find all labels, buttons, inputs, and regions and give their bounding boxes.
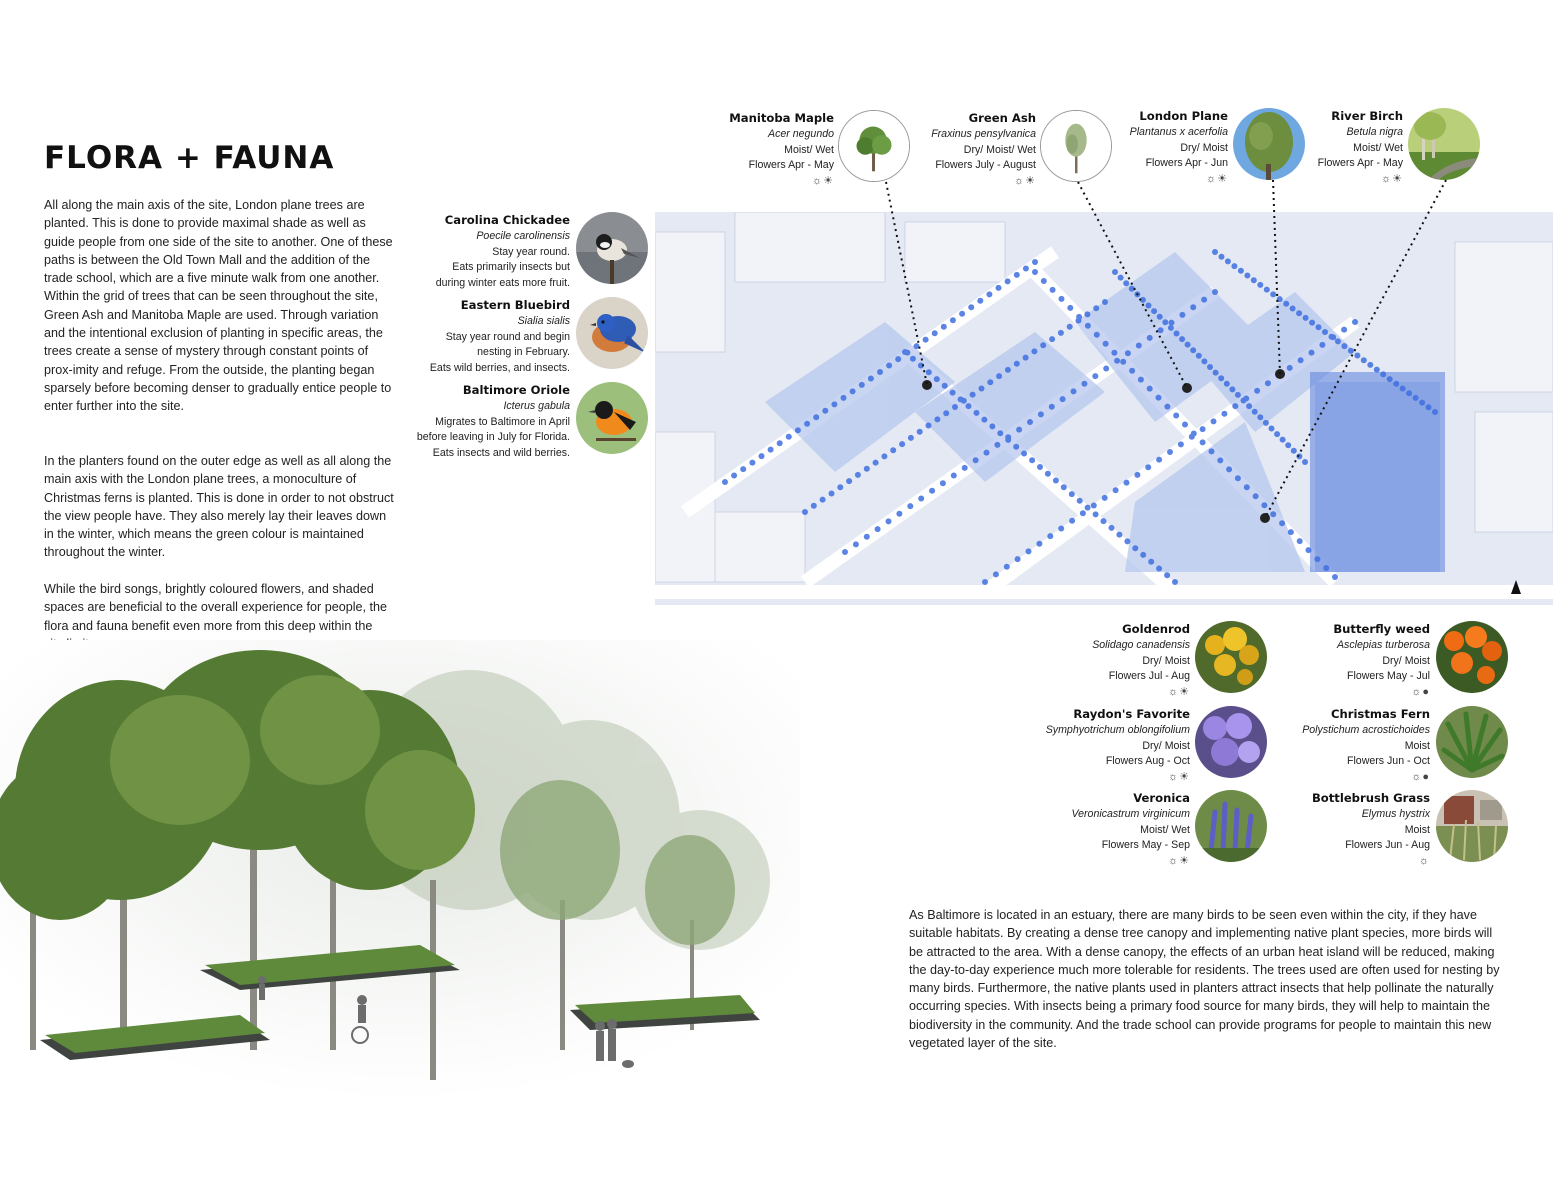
plant-moisture: Moist xyxy=(1404,739,1430,752)
bird-note: Eats primarily insects but xyxy=(452,261,570,274)
plant-scientific-name: Elymus hystrix xyxy=(1361,808,1430,820)
plant-moisture: Dry/ Moist xyxy=(1142,739,1190,752)
bird-note: Eats wild berries, and insects. xyxy=(429,361,570,374)
closing-paragraph: As Baltimore is located in an estuary, there are many birds to be seen even within the city, if they have suitable habitats. By creating a dense tree canopy and implementing native plant species, more birds will be attracted to the area. With a dense canopy, the effects of an urban heat island will be reduced, making the day-to-day experience much more tolerable for residents. The trees used are often used for nesting by many birds. Furthermore, the native plants used in planters attract insects that help pollinate the naturally occurring species. With insects being a primary food source for many birds, they will help to maintain the biodiversity in the community. And the trade school can provide programs for people to maintain this new vegetated layer of the site. xyxy=(909,908,1500,1051)
tree-entry-river-birch xyxy=(1270,108,1403,186)
sun-shade-icon: ☼☀ xyxy=(1168,854,1190,867)
plant-name: Raydon's Favorite xyxy=(1073,707,1190,721)
plant-flowering: Flowers May - Sep xyxy=(1101,839,1190,852)
tree-moisture: Dry/ Moist xyxy=(1180,141,1228,154)
bird-entry-chickadee xyxy=(380,212,570,291)
tree-entry-manitoba-maple xyxy=(700,110,834,188)
sun-shade-icon: ☼☀ xyxy=(1014,174,1036,187)
sun-shade-icon: ☼● xyxy=(1411,770,1430,783)
plant-scientific-name: Symphyotrichum oblongifolium xyxy=(1045,724,1190,736)
chickadee-photo xyxy=(576,212,648,284)
plant-entry-goldenrod xyxy=(1000,621,1190,699)
sun-shade-icon: ☼☀ xyxy=(812,174,834,187)
intro-paragraph-1: All along the main axis of the site, London plane trees are planted. This is done to provide maximal shade as well as guide people from one side of the site to another. One of these paths is between the Old Town Mall and the addition of the trade school, which are a five minute walk from one another. Within the grid of trees that can be seen throughout the site, Green Ash and Manitoba Maple are used. Through variation and the intentional exclusion of planting in specific areas, the trees create a sense of mystery through constant points of prox-imity and refuge. From the outside, the planting began sparsely before becoming denser to gradually entice people to enter further into the site. xyxy=(44,198,393,414)
bird-name: Baltimore Oriole xyxy=(462,383,570,397)
bluebird-photo xyxy=(576,297,648,369)
page-title: FLORA + FAUNA xyxy=(44,140,335,176)
tree-scientific-name: Fraxinus pensylvanica xyxy=(931,128,1036,140)
bird-scientific-name: Sialia sialis xyxy=(517,315,570,327)
plant-moisture: Moist xyxy=(1404,823,1430,836)
plant-moisture: Dry/ Moist xyxy=(1382,654,1430,667)
bird-name: Carolina Chickadee xyxy=(444,213,570,227)
plant-scientific-name: Solidago canadensis xyxy=(1092,639,1190,651)
plant-entry-butterfly-weed xyxy=(1240,621,1430,699)
tree-moisture: Moist/ Wet xyxy=(1353,141,1403,154)
bird-note: nesting in February. xyxy=(477,346,570,359)
tree-flowering: Flowers Apr - May xyxy=(748,159,834,172)
plant-scientific-name: Veronicastrum virginicum xyxy=(1071,808,1190,820)
bird-scientific-name: Icterus gabula xyxy=(503,400,570,412)
tree-name: Manitoba Maple xyxy=(729,111,834,125)
bird-note: during winter eats more fruit. xyxy=(435,276,570,289)
tree-entry-london-plane xyxy=(1090,108,1228,186)
plant-flowering: Flowers Aug - Oct xyxy=(1105,755,1190,768)
plant-name: Christmas Fern xyxy=(1330,707,1430,721)
plant-name: Veronica xyxy=(1133,791,1190,805)
plant-flowering: Flowers Jun - Oct xyxy=(1346,755,1430,768)
butterfly-weed-photo xyxy=(1436,621,1508,693)
plant-flowering: Flowers Jun - Aug xyxy=(1345,839,1430,852)
bird-note: Migrates to Baltimore in April xyxy=(435,415,570,428)
tree-flowering: Flowers Apr - May xyxy=(1317,157,1403,170)
bird-note: Eats insects and wild berries. xyxy=(432,446,570,459)
plant-scientific-name: Asclepias turberosa xyxy=(1336,639,1430,651)
bird-note: Stay year round and begin xyxy=(445,330,570,343)
plant-moisture: Moist/ Wet xyxy=(1140,823,1190,836)
tree-entry-green-ash xyxy=(900,110,1036,188)
sun-shade-icon: ☼● xyxy=(1411,685,1430,698)
tree-flowering: Flowers Apr - Jun xyxy=(1145,157,1228,170)
plant-name: Goldenrod xyxy=(1122,622,1190,636)
plant-flowering: Flowers Jul - Aug xyxy=(1108,670,1190,683)
plant-scientific-name: Polystichum acrostichoides xyxy=(1302,724,1430,736)
sun-shade-icon: ☼☀ xyxy=(1168,770,1190,783)
bird-note: Stay year round. xyxy=(492,245,570,258)
tree-scientific-name: Plantanus x acerfolia xyxy=(1129,126,1228,138)
christmas-fern-photo xyxy=(1436,706,1508,778)
plant-moisture: Dry/ Moist xyxy=(1142,654,1190,667)
sun-shade-icon: ☼ xyxy=(1418,854,1430,867)
bottlebrush-grass-photo xyxy=(1436,790,1508,862)
plant-entry-veronica xyxy=(1000,790,1190,868)
bird-entry-bluebird xyxy=(380,297,570,376)
plant-name: Butterfly weed xyxy=(1333,622,1430,636)
bird-name: Eastern Bluebird xyxy=(460,298,570,312)
bird-scientific-name: Poecile carolinensis xyxy=(476,230,570,242)
sun-shade-icon: ☼☀ xyxy=(1168,685,1190,698)
plant-name: Bottlebrush Grass xyxy=(1311,791,1430,805)
plant-entry-christmas-fern xyxy=(1240,706,1430,784)
planting-perspective-illustration xyxy=(0,640,800,1100)
bird-note: before leaving in July for Florida. xyxy=(416,431,570,444)
plant-entry-raydons-favorite xyxy=(1000,706,1190,784)
plant-entry-bottlebrush-grass xyxy=(1240,790,1430,868)
tree-flowering: Flowers July - August xyxy=(935,159,1036,172)
sun-shade-icon: ☼☀ xyxy=(1206,172,1228,185)
river-birch-photo xyxy=(1408,108,1480,180)
intro-paragraph-2: In the planters found on the outer edge as well as all along the main axis with the London plane trees, a monoculture of Christmas ferns is planted. This is done in order to not obstruct the view people have. They also merely lay their leaves down in the winter, which means the green colour is maintained throughout the winter. xyxy=(44,454,394,560)
plant-flowering: Flowers May - Jul xyxy=(1347,670,1430,683)
tree-scientific-name: Acer negundo xyxy=(768,128,834,140)
bird-entry-oriole xyxy=(380,382,570,461)
sun-shade-icon: ☼☀ xyxy=(1381,172,1403,185)
tree-moisture: Moist/ Wet xyxy=(784,143,834,156)
oriole-photo xyxy=(576,382,648,454)
tree-name: River Birch xyxy=(1331,109,1403,123)
tree-moisture: Dry/ Moist/ Wet xyxy=(963,143,1036,156)
tree-name: London Plane xyxy=(1139,109,1228,123)
intro-paragraph-3: While the bird songs, brightly coloured flowers, and shaded spaces are beneficial to the overall experience for people, the flora and fauna benefit even more from this deep within the xyxy=(44,582,388,633)
tree-name: Green Ash xyxy=(968,111,1036,125)
site-map xyxy=(655,212,1553,605)
tree-scientific-name: Betula nigra xyxy=(1346,126,1403,138)
